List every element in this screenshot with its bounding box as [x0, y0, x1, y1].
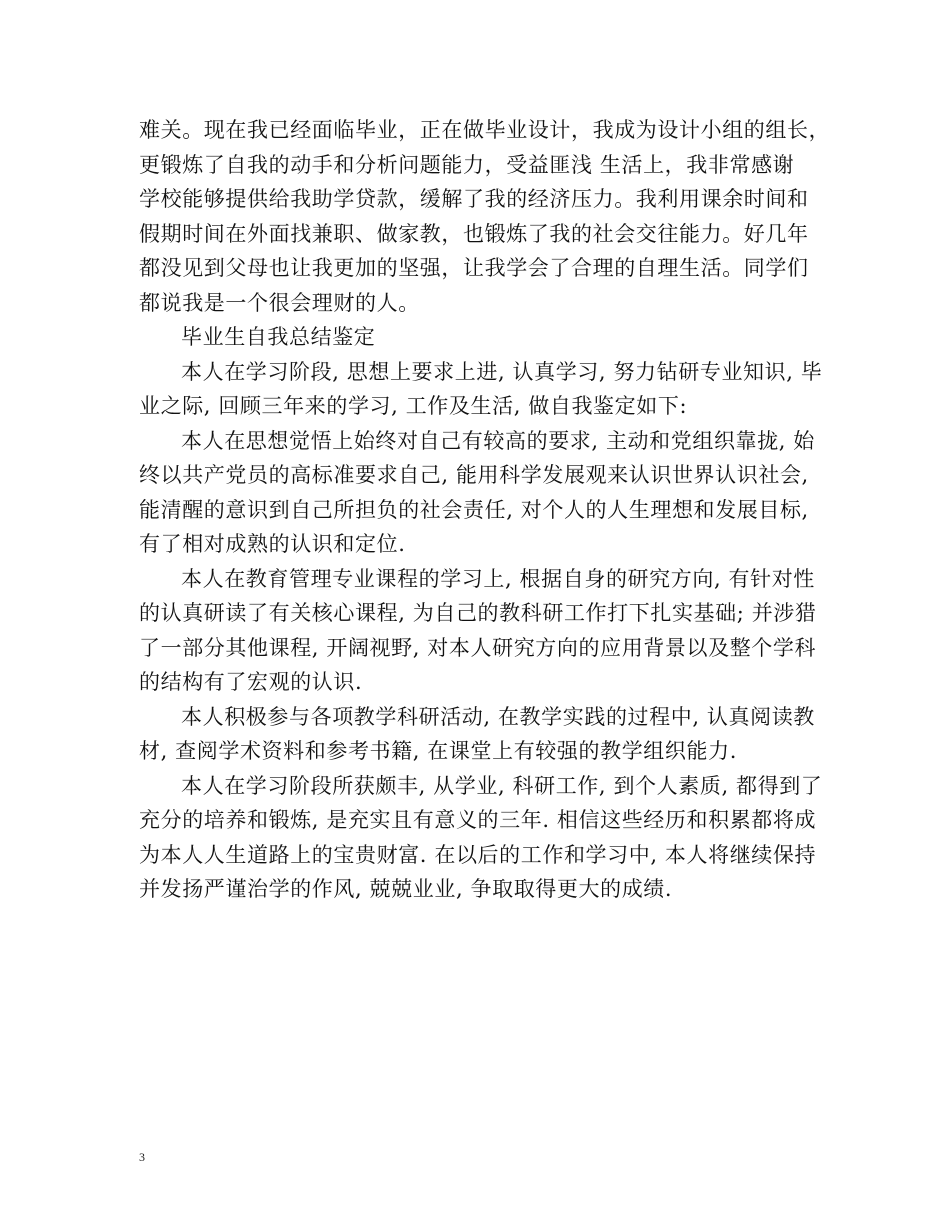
text-line: 充分的培养和锻炼, 是充实且有意义的三年. 相信这些经历和积累都将成 [139, 808, 817, 832]
text-line: 难关。现在我已经面临毕业，正在做毕业设计，我成为设计小组的组长， [139, 118, 831, 142]
paragraph-first-line: 本人在思想觉悟上始终对自己有较高的要求, 主动和党组织靠拢, 始 [181, 428, 815, 453]
text-line: 有了相对成熟的认识和定位. [139, 532, 406, 556]
text-line: 业之际, 回顾三年来的学习, 工作及生活, 做自我鉴定如下: [139, 394, 688, 418]
page-number: 3 [139, 1150, 145, 1164]
text-line: 材, 查阅学术资料和参考书籍, 在课堂上有较强的教学组织能力. [139, 739, 737, 763]
text-line: 并发扬严谨治学的作风, 兢兢业业, 争取取得更大的成绩. [139, 877, 673, 901]
text-line: 的认真研读了有关核心课程, 为自己的教科研工作打下扎实基础; 并涉猎 [139, 601, 817, 625]
text-line: 了一部分其他课程, 开阔视野, 对本人研究方向的应用背景以及整个学科 [139, 635, 817, 660]
text-line: 的结构有了宏观的认识. [139, 670, 363, 694]
paragraph-first-line: 本人积极参与各项教学科研活动, 在教学实践的过程中, 认真阅读教 [181, 704, 815, 729]
paragraph-first-line: 本人在学习阶段所获颇丰, 从学业, 科研工作, 到个人素质, 都得到了 [181, 773, 823, 798]
text-line: 为本人人生道路上的宝贵财富. 在以后的工作和学习中, 本人将继续保持 [139, 842, 817, 867]
text-line: 更锻炼了自我的动手和分析问题能力，受益匪浅 生活上，我非常感谢 [139, 152, 795, 177]
paragraph-first-line: 本人在学习阶段, 思想上要求上进, 认真学习, 努力钻研专业知识, 毕 [181, 359, 823, 384]
text-line: 假期时间在外面找兼职、做家教，也锻炼了我的社会交往能力。好几年 [139, 221, 809, 246]
paragraph-first-line: 本人在教育管理专业课程的学习上, 根据自身的研究方向, 有针对性 [181, 566, 815, 591]
text-line: 能清醒的意识到自己所担负的社会责任, 对个人的人生理想和发展目标, [139, 497, 809, 522]
text-line: 终以共产党员的高标准要求自己, 能用科学发展观来认识世界认识社会, [139, 463, 809, 487]
paragraph-first-line: 毕业生自我总结鉴定 [181, 325, 376, 349]
text-line: 都说我是一个很会理财的人。 [139, 290, 420, 315]
text-line: 都没见到父母也让我更加的坚强，让我学会了合理的自理生活。同学们 [139, 256, 809, 280]
text-line: 学校能够提供给我助学贷款，缓解了我的经济压力。我利用课余时间和 [139, 187, 809, 211]
document-body [139, 113, 831, 907]
